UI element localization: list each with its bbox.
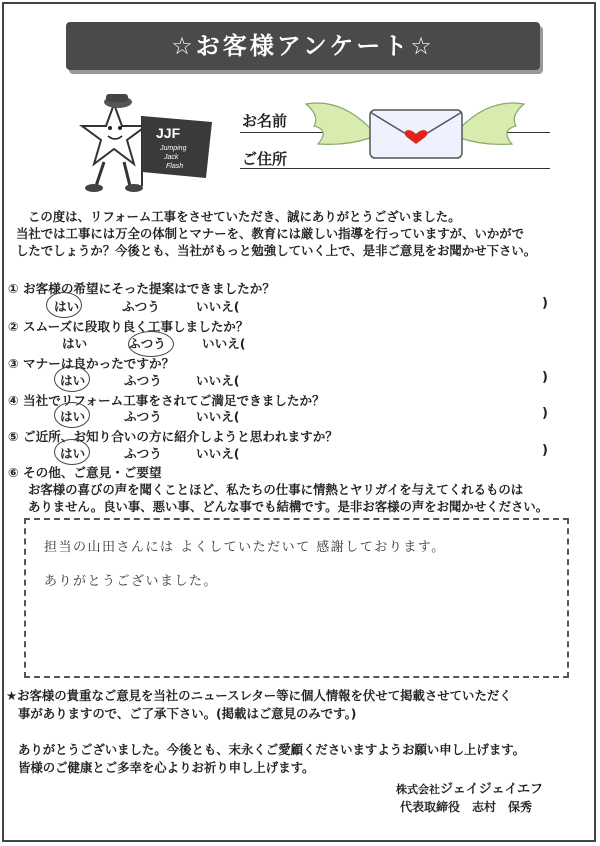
q1-option-yes[interactable]: はい <box>54 299 80 314</box>
q5-option-yes[interactable]: はい <box>60 446 86 461</box>
q6-desc-line-1: お客様の喜びの声を聞くことほど、私たちの仕事に情熱とヤリガイを与えてくれるものは <box>28 482 524 497</box>
q2-option-no[interactable]: いいえ( <box>202 336 246 351</box>
q4-answer-circle <box>54 402 90 428</box>
q4-option-normal[interactable]: ふつう <box>124 409 162 424</box>
logo-sub-2: Jack <box>164 154 179 161</box>
q3-answer-circle <box>54 366 90 392</box>
representative: 代表取締役 志村 保秀 <box>400 800 533 814</box>
logo-text: JJF <box>156 125 181 141</box>
question-6: ⑥ その他、ご意見・ご要望 <box>8 465 162 480</box>
intro-line-2: 当社では工事には万全の体制とマナーを、教育には厳しい指導を行っていますが、いかがで <box>16 226 525 241</box>
page-title: ☆お客様アンケート☆ <box>171 32 435 60</box>
mascot-logo-icon <box>74 86 222 198</box>
closing-line-2: 皆様のご健康とご多幸を心よりお祈り申し上げます。 <box>18 760 315 775</box>
question-1: ① お客様の希望にそった提案はできましたか？ <box>8 281 275 296</box>
q3-option-no[interactable]: いいえ( <box>196 373 240 388</box>
q1-answer-circle <box>46 292 82 318</box>
q3-paren-close: ) <box>542 370 548 385</box>
logo-sub-3: Flash <box>166 163 184 170</box>
q2-option-normal[interactable]: ふつう <box>128 336 166 351</box>
q6-desc-line-2: ありません。良い事、悪い事、どんな事でも結構です。是非お客様の声をお聞かせください。 <box>28 499 549 514</box>
closing-line-1: ありがとうございました。今後とも、末永くご愛顧くださいますようお願い申し上げます。 <box>18 742 526 757</box>
title-banner <box>66 22 540 70</box>
q4-option-no[interactable]: いいえ( <box>196 409 240 424</box>
q5-paren-close: ) <box>542 443 548 458</box>
publication-note-2: 事がありますので、ご了承下さい。(掲載はご意見のみです。) <box>18 706 357 721</box>
q1-paren-close: ) <box>542 296 548 311</box>
q1-option-no[interactable]: いいえ( <box>196 299 240 314</box>
question-5: ⑤ ご近所、お知り合いの方に紹介しようと思われますか？ <box>8 429 338 444</box>
q5-option-no[interactable]: いいえ( <box>196 446 240 461</box>
company-name <box>396 778 543 797</box>
company-name-text: ジェイジェイエフ <box>440 782 543 797</box>
winged-envelope-icon <box>300 88 530 168</box>
handwritten-comment-1: 担当の山田さんには よくしていただいて 感謝しております。 <box>44 540 446 555</box>
company-prefix: 株式会社 <box>396 783 440 796</box>
intro-line-3: したでしょうか？今後とも、当社がもっと勉強していく上で、是非ご意見をお聞かせ下さい。 <box>16 243 537 258</box>
q4-option-yes[interactable]: はい <box>60 409 86 424</box>
intro-line-1: この度は、リフォーム工事をさせていただき、誠にありがとうございました。 <box>28 209 461 224</box>
question-3: ③ マナーは良かったですか？ <box>8 356 175 371</box>
q1-option-normal[interactable]: ふつう <box>122 299 160 314</box>
publication-note-1: ★お客様の貴重なご意見を当社のニュースレター等に個人情報を伏せて掲載させていただく <box>6 688 512 703</box>
comment-box[interactable] <box>24 518 569 678</box>
q4-paren-close: ) <box>542 406 548 421</box>
address-label: ご住所 <box>242 150 288 168</box>
q5-option-normal[interactable]: ふつう <box>124 446 162 461</box>
address-field[interactable] <box>240 168 550 169</box>
question-4: ④ 当社でリフォーム工事をされてご満足できましたか？ <box>8 393 325 408</box>
q3-option-normal[interactable]: ふつう <box>124 373 162 388</box>
name-label: お名前 <box>242 112 288 130</box>
question-2: ② スムーズに段取り良く工事しましたか？ <box>8 319 249 334</box>
handwritten-comment-2: ありがとうございました。 <box>44 574 219 589</box>
logo-sub-1: Jumping <box>160 145 187 152</box>
q2-option-yes[interactable]: はい <box>62 336 88 351</box>
q3-option-yes[interactable]: はい <box>60 373 86 388</box>
